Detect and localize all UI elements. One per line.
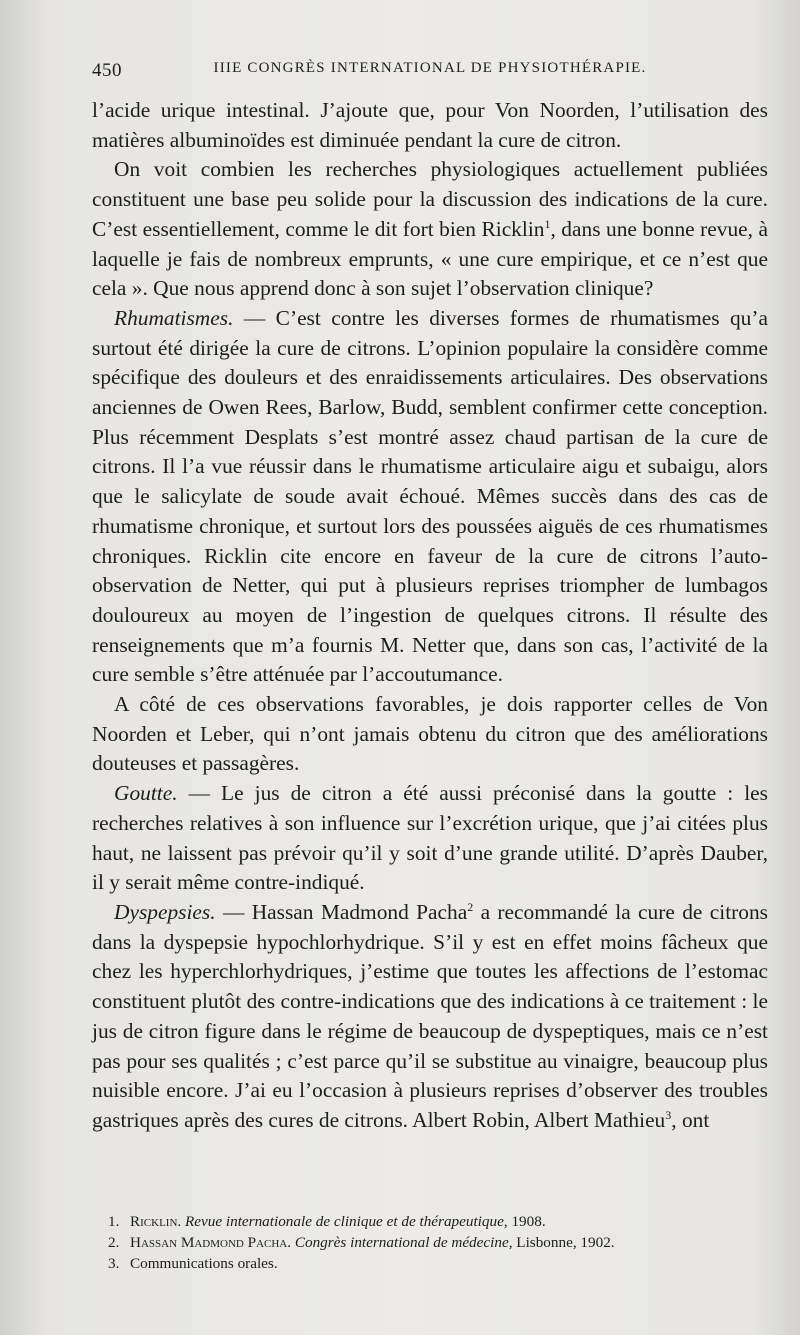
footnote-title: Congrès international de médecine: [294, 1234, 509, 1251]
section-text-rhumatismes: — C’est contre les diverses formes de rhumatismes qu’a surtout été dirigée la cure de citrons. L’opinion populaire la considère comme spécifique des douleurs et des enraidissements articulaires. Des observations anciennes de Owen Rees, Barlow, Budd, semblent confirmer cette conception. Plus récemment Desplats s’est montré assez chaud partisan de la cure de citrons. Il l’a vue réussir dans le rhumatisme articulaire aigu et subaigu, alors que le salicylate de soude avait échoué. Mêmes succès dans des cas de rhumatisme chronique, et surtout lors des poussées aiguës de ces rhumatismes chroniques. Ricklin cite encore en faveur de la cure de citrons l’auto-observation de Netter, qui put à plusieurs reprises triompher de lumbagos douloureux au moyen de l’ingestion de quelques citrons. Il résulte des renseignements que m’a fournis M. Netter que, dans son cas, l’activité de la cure semble s’être atténuée par l’accoutumance.: [92, 305, 768, 687]
footnote-1: [108, 1211, 748, 1232]
footnote-ref-2: 2: [467, 899, 474, 914]
footnote-author: Ricklin.: [130, 1213, 182, 1230]
footnote-rest: Communications orales.: [130, 1255, 278, 1272]
running-title: IIIE CONGRÈS INTERNATIONAL DE PHYSIOTHÉRAPIE.: [213, 60, 647, 76]
footnotes: [108, 1211, 748, 1274]
footnote-text: [130, 1211, 546, 1232]
paragraph-indications-text-a: On voit combien les recherches physiologiques actuellement publiées constituent une base peu solide pour la discussion des indications de la cure. C’est essentiellement, comme le dit fort bien Ricklin: [92, 157, 768, 241]
paragraph-intro-text: l’acide urique intestinal. J’ajoute que, pour Von Noorden, l’utilisation des matières albuminoïdes est diminuée pendant la cure de citron.: [92, 98, 768, 152]
section-rhumatismes: [92, 304, 768, 690]
section-title-dyspepsies: Dyspepsies.: [114, 899, 216, 924]
page-number: 450: [92, 60, 122, 81]
footnote-text: [130, 1253, 278, 1274]
footnote-author: Hassan Madmond Pacha.: [130, 1234, 292, 1251]
section-text-dyspepsies-a: — Hassan Madmond Pacha: [215, 899, 468, 924]
section-dyspepsies: [92, 898, 768, 1136]
running-head: [92, 56, 768, 96]
footnote-title: Revue internationale de clinique et de thérapeutique: [185, 1213, 504, 1230]
section-text-dyspepsies-c: , ont: [671, 1107, 710, 1132]
section-title-rhumatismes: Rhumatismes.: [114, 305, 234, 330]
paragraph-favorable: [92, 690, 768, 779]
body-text: [92, 96, 768, 1136]
section-goutte: [92, 779, 768, 898]
footnote-number: 2.: [108, 1234, 120, 1251]
footnote-2: [108, 1232, 748, 1253]
paragraph-indications: [92, 155, 768, 304]
footnote-3: [108, 1253, 748, 1274]
footnote-ref-3: 3: [665, 1107, 672, 1122]
paragraph-favorable-text: A côté de ces observations favorables, je dois rapporter celles de Von Noorden et Leber, qui n’ont jamais obtenu du citron que des améliorations douteuses et passagères.: [92, 692, 768, 776]
footnote-ref-1: 1: [544, 216, 551, 231]
section-title-goutte: Goutte.: [114, 781, 178, 806]
footnote-text: [130, 1232, 615, 1253]
section-text-goutte: — Le jus de citron a été aussi préconisé dans la goutte : les recherches relatives à son influence sur l’excrétion urique, que j’ai citées plus haut, ne laissent pas prévoir qu’il y soit d’une grande utilité. D’après Dauber, il y serait même contre-indiqué.: [92, 781, 768, 895]
footnote-rest: , Lisbonne, 1902.: [508, 1234, 615, 1251]
footnote-rest: , 1908.: [503, 1213, 546, 1230]
footnote-number: 3.: [108, 1255, 120, 1272]
footnote-number: 1.: [108, 1213, 120, 1230]
paragraph-intro: [92, 96, 768, 155]
paragraph-indications-text-b: , dans une bonne revue, à laquelle je fais de nombreux emprunts, « une cure empirique, et ce n’est que cela ». Que nous apprend donc à son sujet l’observation clinique?: [92, 216, 768, 301]
page-content: [92, 56, 768, 1136]
section-text-dyspepsies-b: a recommandé la cure de citrons dans la dyspepsie hypochlorhydrique. S’il y est en effet moins fâcheux que chez les hyperchlorhydriques, j’estime que toutes les affections de l’estomac constituent plutôt des contre-indications que des indications à ce traitement : le jus de citron figure dans le régime de beaucoup de dyspeptiques, mais ce n’est pas pour ses qualités ; c’est parce qu’il se substitue au vinaigre, beaucoup plus nuisible encore. J’ai eu l’occasion à plusieurs reprises d’observer des troubles gastriques après des cures de citrons. Albert Robin, Albert Mathieu: [92, 899, 768, 1132]
